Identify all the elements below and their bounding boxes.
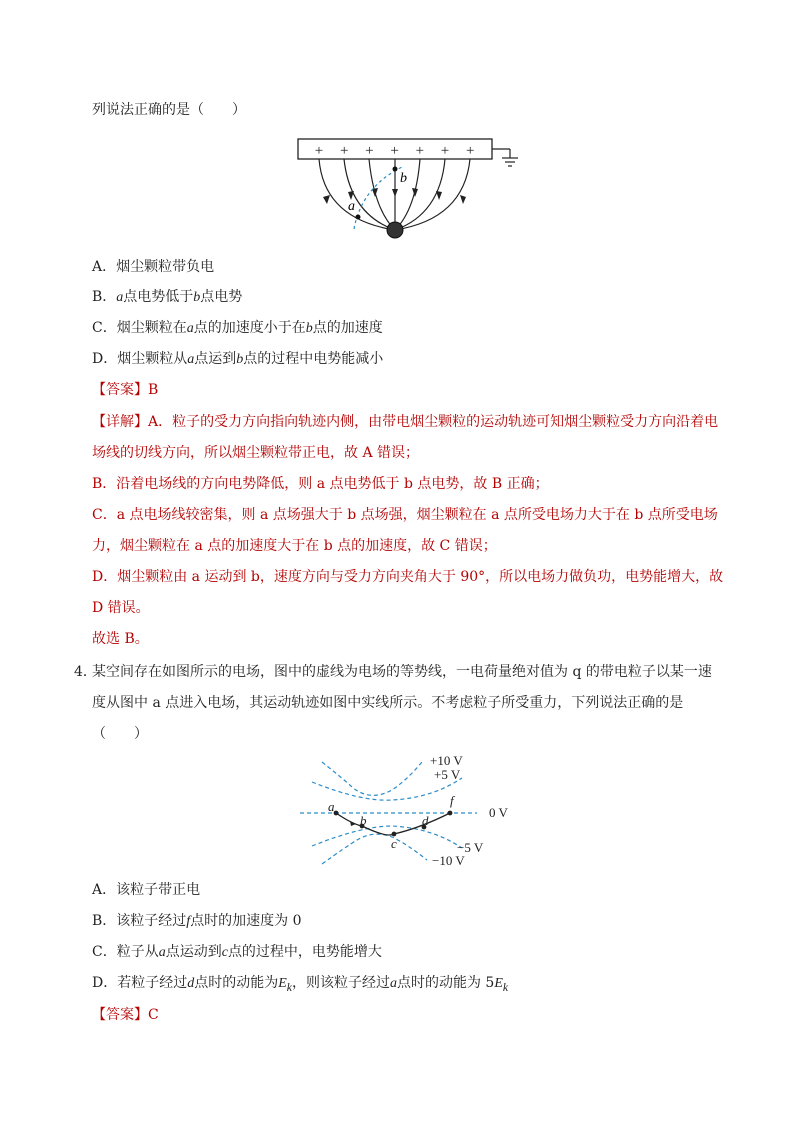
q4-option-a: A．该粒子带正电 bbox=[92, 882, 201, 898]
q3-detail-4: C．a 点电场线较密集，则 a 点场强大于 b 点场强，烟尘颗粒在 a 点所受电场力大于在 b 点所受电场 bbox=[92, 507, 718, 523]
q4-stem-2: 度从图中 a 点进入电场，其运动轨迹如图中实线所示。不考虑粒子所受重力，下列说法正确的是 bbox=[92, 695, 684, 711]
point-b-label: b bbox=[400, 171, 407, 186]
point-a-dot bbox=[356, 215, 361, 220]
q3-option-d: D．烟尘颗粒从a点运到b点的过程中电势能减小 bbox=[92, 351, 384, 367]
q3-detail-1: 【详解】A．粒子的受力方向指向轨迹内侧，由带电烟尘颗粒的运动轨迹可知烟尘颗粒受力方向沿着电 bbox=[92, 414, 719, 430]
label-minus10: −10 V bbox=[432, 853, 465, 868]
q3-option-b: B．a点电势低于b点电势 bbox=[92, 289, 243, 305]
q3-detail-5: 力，烟尘颗粒在 a 点的加速度大于在 b 点的加速度，故 C 错误； bbox=[92, 538, 497, 554]
point-d-label: d bbox=[422, 813, 429, 828]
plate-sign-4: + bbox=[390, 143, 399, 159]
point-b-label: b bbox=[360, 813, 367, 828]
plate-sign-2: + bbox=[339, 143, 349, 159]
q4-figure bbox=[292, 752, 532, 870]
q3-detail-2: 场线的切线方向，所以烟尘颗粒带正电，故 A 错误； bbox=[92, 445, 420, 461]
plate-sign-7: + bbox=[465, 143, 475, 159]
label-minus5: −5 V bbox=[457, 840, 484, 855]
q4-option-b: B．该粒子经过f点时的加速度为 0 bbox=[92, 913, 302, 929]
q3-detail-6: D．烟尘颗粒由 a 运动到 b，速度方向与受力方向夹角大于 90°，所以电场力做负功，电势能增大，故 bbox=[92, 569, 724, 585]
q3-conclusion: 故选 B。 bbox=[92, 631, 149, 647]
point-b-dot bbox=[393, 167, 398, 172]
q4-option-d: D．若粒子经过d点时的动能为$E_k$，则该粒子经过a点时的动能为 $5E_k$ bbox=[92, 975, 509, 994]
plate-sign-1: + bbox=[314, 143, 324, 159]
plate-sign-5: + bbox=[415, 143, 425, 159]
q3-option-a: A．烟尘颗粒带负电 bbox=[92, 259, 215, 275]
label-0: 0 V bbox=[489, 805, 508, 820]
q3-stem-tail: 列说法正确的是（ ） bbox=[92, 102, 246, 118]
q3-detail-3: B．沿着电场线的方向电势降低，则 a 点电势低于 b 点电势，故 B 正确； bbox=[92, 476, 549, 492]
dust-collector bbox=[387, 222, 403, 238]
trajectory bbox=[354, 166, 404, 229]
q4-stem-3: （ ） bbox=[92, 726, 148, 742]
point-a-label: a bbox=[348, 199, 355, 214]
q3-answer: 【答案】B bbox=[92, 382, 159, 398]
q4-option-c: C．粒子从a点运动到c点的过程中，电势能增大 bbox=[92, 944, 382, 960]
q3-figure bbox=[292, 134, 532, 244]
q4-number: 4． bbox=[74, 664, 97, 680]
q3-option-c: C．烟尘颗粒在a点的加速度小于在b点的加速度 bbox=[92, 320, 383, 336]
point-c-label: c bbox=[391, 836, 397, 851]
q3-detail-7: D 错误。 bbox=[92, 600, 150, 616]
point-a-label: a bbox=[328, 799, 335, 814]
q4-stem-1: 某空间存在如图所示的电场，图中的虚线为电场的等势线，一电荷量绝对值为 q 的带电粒子以某一速 bbox=[92, 664, 712, 680]
point-f-label: f bbox=[450, 793, 454, 808]
plate-sign-3: + bbox=[365, 143, 374, 159]
plate-sign-6: + bbox=[440, 143, 450, 159]
label-plus10: +10 V bbox=[430, 753, 463, 768]
q4-answer: 【答案】C bbox=[92, 1007, 159, 1023]
label-plus5: +5 V bbox=[434, 767, 461, 782]
